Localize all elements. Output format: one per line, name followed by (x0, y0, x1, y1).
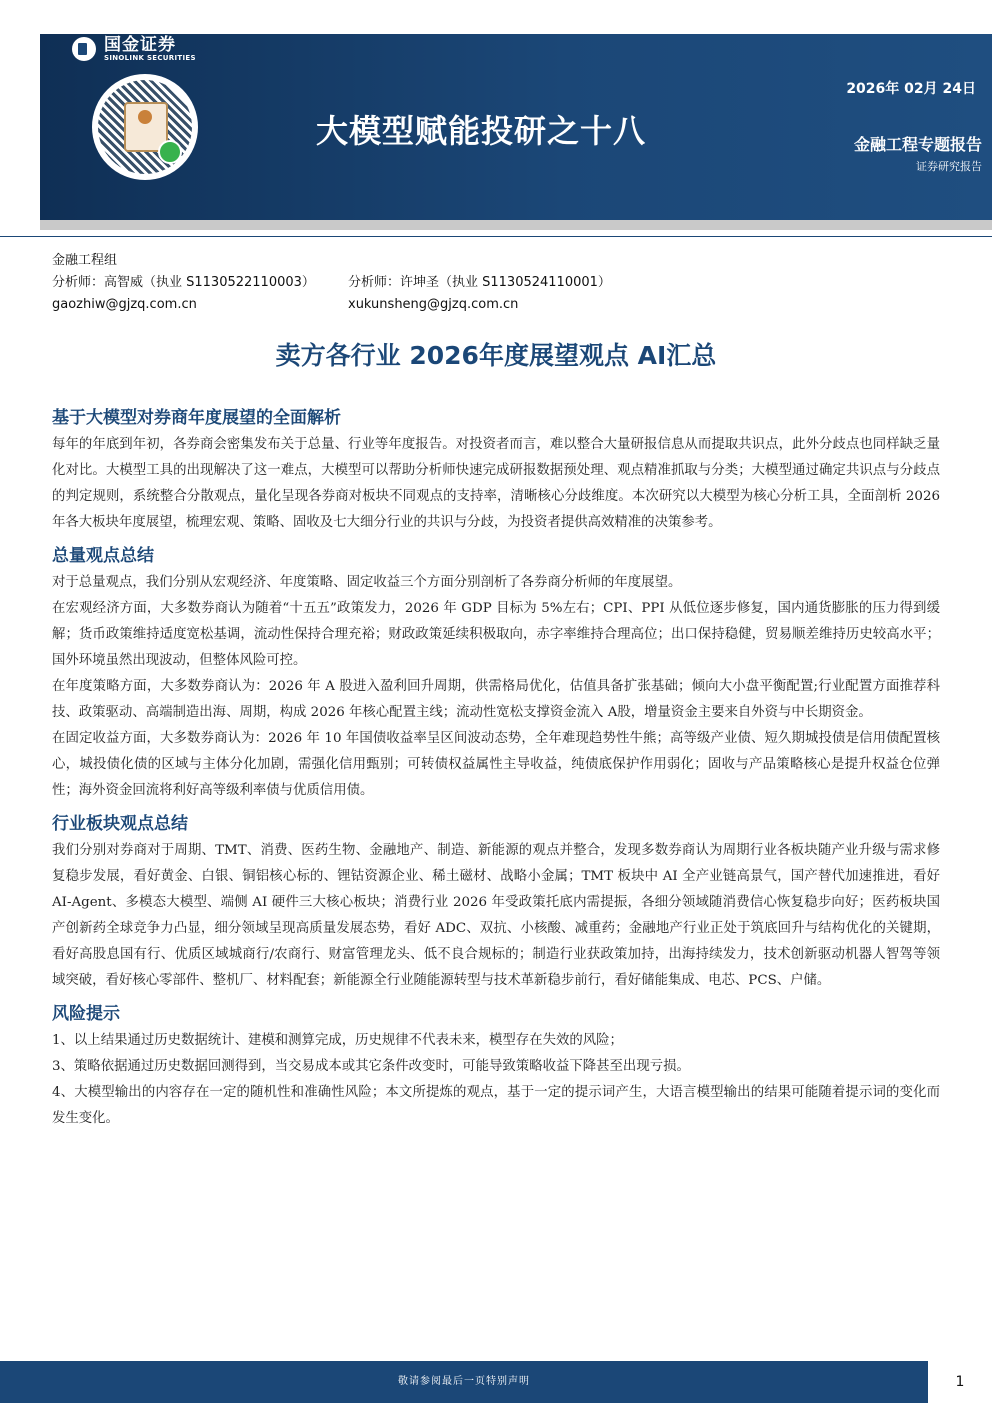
footer-disclaimer: 敬请参阅最后一页特别声明 (0, 1361, 928, 1403)
team-name: 金融工程组 (52, 253, 118, 268)
report-date: 2026年 02月 24日 (846, 81, 976, 97)
paragraph: 1、以上结果通过历史数据统计、建模和测算完成，历史规律不代表未来，模型存在失效的风险； (52, 1033, 623, 1048)
header-rule (0, 236, 992, 237)
section-title: 总量观点总结 (52, 546, 154, 566)
paragraph: 在宏观经济方面，大多数券商认为随着“十五五”政策发力，2026 年 GDP 目标为 5%左右；CPI、PPI 从低位逐步修复，国内通货膨胀的压力得到缓解；货币政策维持适度宽松基调，流动性保持合理充裕；财政政策延续积极取向，赤字率维持合理高位；出口保持稳健，贸易顺差维持历史较高水平；国外环境虽然出现波动，但整体风险可控。 (52, 601, 940, 668)
analyst-2: 分析师：许坤圣（执业 S1130524110001） (348, 275, 611, 290)
section-risk (52, 1000, 940, 1132)
header-banner (40, 34, 992, 220)
paragraph: 在年度策略方面，大多数券商认为：2026 年 A 股进入盈利回升周期，供需格局优化，估值具备扩张基础；倾向大小盘平衡配置;行业配置方面推荐科技、政策驱动、高端制造出海、周期，构成 2026 年核心配置主线；流动性宽松支撑资金流入 A股，增量资金主要来自外资与中长期资金。 (52, 679, 940, 720)
banner-shadow (40, 220, 992, 230)
section-title: 基于大模型对券商年度展望的全面解析 (52, 408, 341, 428)
paragraph: 对于总量观点，我们分别从宏观经济、年度策略、固定收益三个方面分别剖析了各券商分析师的年度展望。 (52, 575, 682, 590)
section-title: 风险提示 (52, 1004, 120, 1024)
paragraph: 4、大模型输出的内容存在一定的随机性和准确性风险；本文所提炼的观点，基于一定的提示词产生，大语言模型输出的结果可能随着提示词的变化而发生变化。 (52, 1085, 940, 1126)
analyst-1: 分析师：高智威（执业 S1130522110003） (52, 275, 315, 290)
report-body (52, 404, 940, 1132)
analyst-info (52, 250, 611, 316)
qr-code-icon (92, 74, 198, 180)
section-industry (52, 810, 940, 994)
analyst-2-email[interactable]: xukunsheng@gjzq.com.cn (348, 297, 519, 312)
section-macro (52, 542, 940, 804)
analyst-1-email[interactable]: gaozhiw@gjzq.com.cn (52, 297, 197, 312)
logo-en: SINOLINK SECURITIES (104, 53, 196, 62)
logo-cn: 国金证券 (104, 34, 176, 55)
section-title: 行业板块观点总结 (52, 814, 188, 834)
logo-icon (72, 37, 96, 61)
paragraph: 在固定收益方面，大多数券商认为：2026 年 10 年国债收益率呈区间波动态势，全年难现趋势性牛熊；高等级产业债、短久期城投债是信用债配置核心，城投债化债的区域与主体分化加剧，需强化信用甄别；可转债权益属性主导收益，纯债底保护作用弱化；固收与产品策略核心是提升权益仓位弹性；海外资金回流将利好高等级利率债与优质信用债。 (52, 731, 940, 798)
report-title: 卖方各行业 2026年度展望观点 AI汇总 (275, 341, 717, 370)
paragraph: 每年的年底到年初，各券商会密集发布关于总量、行业等年度报告。对投资者而言，难以整合大量研报信息从而提取共识点，此外分歧点也同样缺乏量化对比。大模型工具的出现解决了这一难点，大模型可以帮助分析师快速完成研报数据预处理、观点精准抓取与分类；大模型通过确定共识点与分歧点的判定规则，系统整合分散观点，量化呈现各券商对板块不同观点的支持率，清晰核心分歧维度。本次研究以大模型为核心分析工具，全面剖析 2026年各大板块年度展望，梳理宏观、策略、固收及七大细分行业的共识与分歧，为投资者提供高效精准的决策参考。 (52, 437, 940, 530)
report-subtype: 证券研究报告 (916, 160, 982, 173)
section-overview (52, 404, 940, 536)
paragraph: 我们分别对券商对于周期、TMT、消费、医药生物、金融地产、制造、新能源的观点并整合，发现多数券商认为周期行业各板块随产业升级与需求修复稳步发展，看好黄金、白银、铜铝核心标的、锂钴资源企业、稀土磁材、战略小金属；TMT 板块中 AI 全产业链高景气，国产替代加速推进，看好 AI-Agent、多模态大模型、端侧 AI 硬件三大核心板块；消费行业 2026 年受政策托底内需提振，各细分领域随消费信心恢复稳步向好；医药板块国产创新药全球竞争力凸显，细分领域呈现高质量发展态势，看好 ADC、双抗、小核酸、减重药；金融地产行业正处于筑底回升与结构优化的关键期，看好高股息国有行、优质区域城商行/农商行、财富管理龙头、低不良合规标的；制造行业获政策加持，出海持续发力，技术创新驱动机器人智驾等领域突破，看好核心零部件、整机厂、材料配套；新能源全行业随能源转型与技术革新稳步前行，看好储能集成、电芯、PCS、户储。 (52, 843, 940, 988)
report-type: 金融工程专题报告 (853, 135, 982, 154)
paragraph: 3、策略依据通过历史数据回测得到，当交易成本或其它条件改变时，可能导致策略收益下降甚至出现亏损。 (52, 1059, 690, 1074)
page-number: 1 (955, 1374, 965, 1390)
banner-title: 大模型赋能投研之十八 (316, 112, 647, 150)
company-logo (72, 34, 196, 64)
